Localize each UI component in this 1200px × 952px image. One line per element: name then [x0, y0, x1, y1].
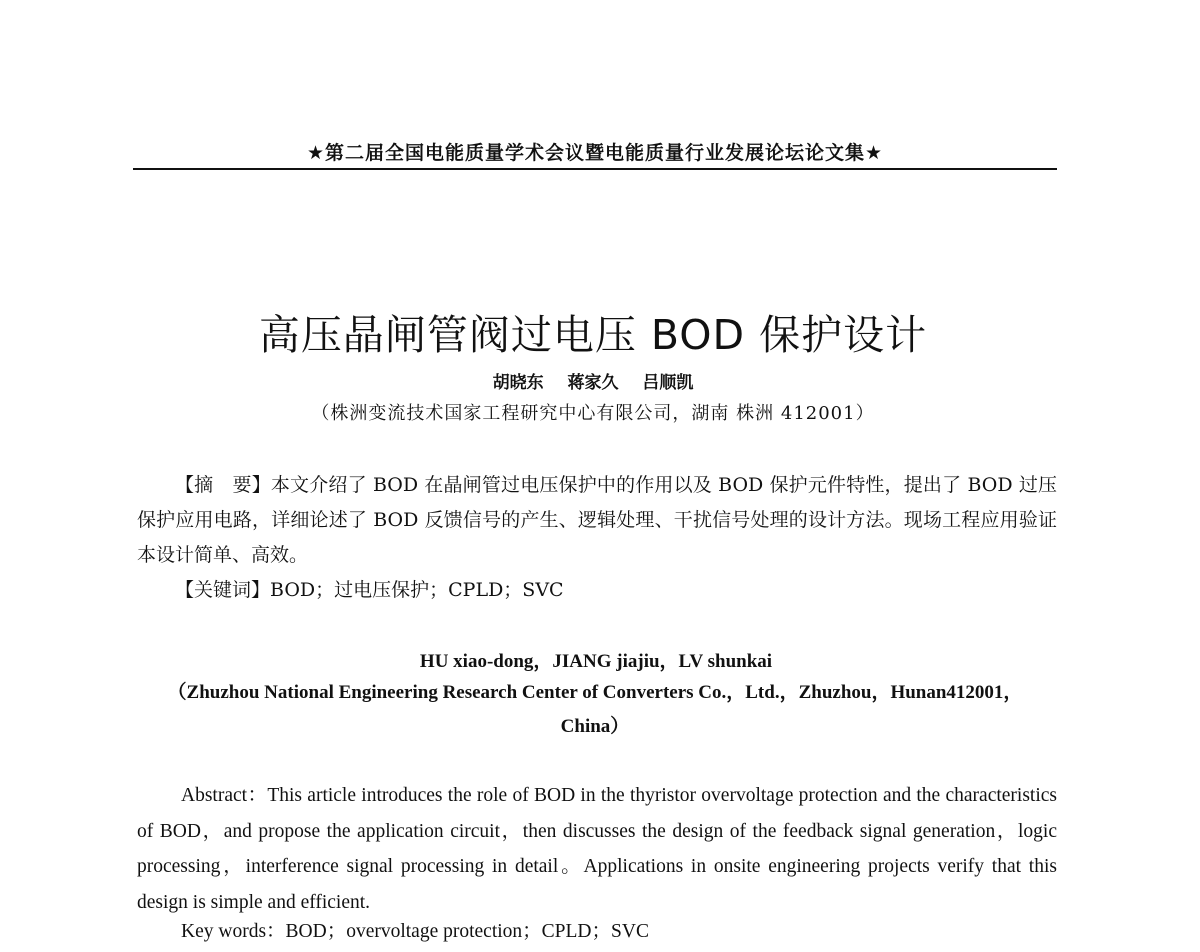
keywords-cn: 【关键词】BOD；过电压保护；CPLD；SVC — [175, 579, 564, 601]
abstract-en: Abstract：This article introduces the role of BOD in the thyristor overvoltage protection and the characteristics of BOD，and propose the application circuit，then discusses the design of the feedback signal generation，logic processing，interference signal processing in detail。Applications in onsite engineering projects verify that this design is simple and efficient. — [137, 785, 1057, 913]
author-name: 蒋家久 — [567, 373, 619, 393]
paper-title: 高压晶闸管阀过电压 BOD 保护设计 — [258, 311, 928, 359]
authors-en: HU xiao-dong，JIANG jiajiu，LV shunkai — [419, 651, 773, 672]
abstract-cn: 【摘 要】本文介绍了 BOD 在晶闸管过电压保护中的作用以及 BOD 保护元件特性，提出了 BOD 过压保护应用电路，详细论述了 BOD 反馈信号的产生、逻辑处理、干扰信号处理的设计方法。现场工程应用验证本设计简单、高效。 — [137, 474, 1057, 566]
affiliation-en: （Zhuzhou National Engineering Research Center of Converters Co.，Ltd.，Zhuzhou，Hunan412001，China） — [167, 682, 1023, 737]
affiliation-cn: （株洲变流技术国家工程研究中心有限公司，湖南 株洲 412001） — [311, 403, 875, 424]
running-header: ★第二届全国电能质量学术会议暨电能质量行业发展论坛论文集★ — [306, 142, 884, 164]
keywords-en: Key words：BOD；overvoltage protection；CPLD；SVC — [181, 921, 649, 942]
author-name: 吕顺凯 — [642, 373, 694, 393]
header-rule — [133, 168, 1057, 170]
author-name: 胡晓东 — [492, 373, 544, 393]
authors-cn — [0, 368, 1186, 393]
